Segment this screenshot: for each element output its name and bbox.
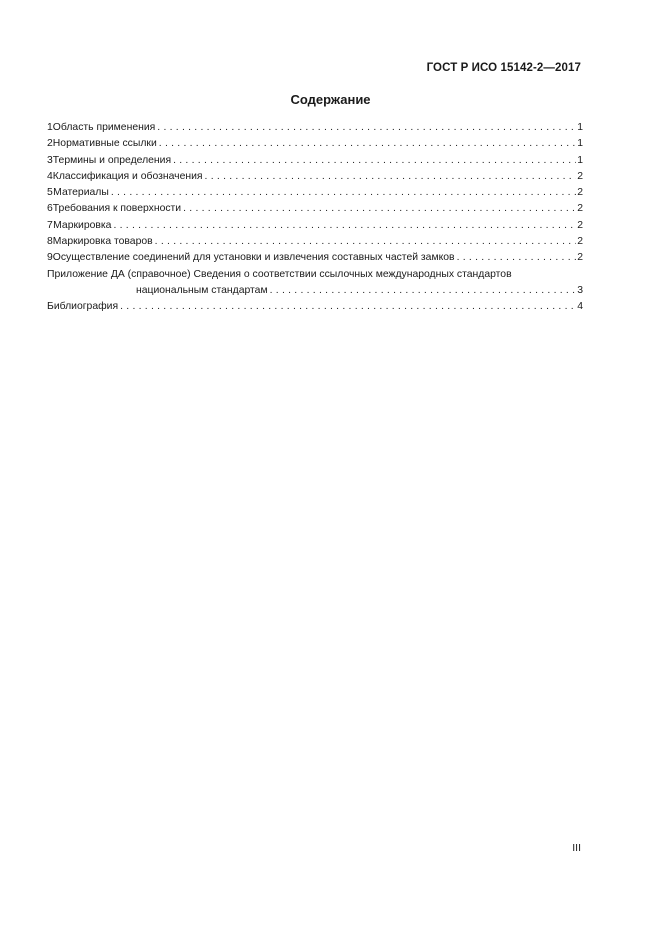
toc-entry-number: 1 <box>47 122 53 133</box>
page-number: III <box>572 842 581 854</box>
table-of-contents <box>47 120 583 316</box>
toc-dot-leader <box>120 299 576 315</box>
toc-entry-page: 2 <box>577 219 583 231</box>
toc-entry-title: Маркировка товаров <box>52 236 153 248</box>
toc-entry-number: 6 <box>47 203 53 215</box>
toc-entry[interactable] <box>47 169 583 185</box>
toc-bibliography-entry[interactable] <box>47 299 583 315</box>
toc-entry-title: Область применения <box>52 122 156 133</box>
toc-dot-leader <box>270 283 577 299</box>
toc-dot-leader <box>157 120 576 136</box>
toc-entry-number: 7 <box>47 219 53 231</box>
toc-entry[interactable] <box>47 185 583 201</box>
toc-entry-page: 2 <box>577 187 583 199</box>
toc-entry-page: 2 <box>577 252 583 264</box>
toc-entry[interactable] <box>47 234 583 250</box>
toc-entry-page: 2 <box>577 170 583 182</box>
toc-entry[interactable] <box>47 218 583 234</box>
toc-annex-title-line2: национальным стандартам <box>136 284 268 296</box>
toc-dot-leader <box>159 136 576 152</box>
toc-entry-page: 1 <box>577 138 583 150</box>
toc-entry[interactable] <box>47 153 583 169</box>
toc-entry-number: 8 <box>47 236 53 248</box>
toc-entry-number: 3 <box>47 154 53 166</box>
toc-dot-leader <box>205 169 577 185</box>
toc-annex-title-line1: Приложение ДА (справочное) Сведения о соответствии ссылочных международных стандартов <box>47 268 512 280</box>
toc-entry-page: 2 <box>577 203 583 215</box>
toc-entry-title: Материалы <box>53 187 109 199</box>
toc-dot-leader <box>155 234 577 250</box>
toc-entry-title: Термины и определения <box>52 154 172 166</box>
toc-entry-title: Маркировка <box>53 219 112 231</box>
toc-entry[interactable] <box>47 136 583 152</box>
toc-entry[interactable] <box>47 120 583 136</box>
toc-entry-title: Нормативные ссылки <box>52 138 157 150</box>
toc-dot-leader <box>183 201 576 217</box>
toc-entry-page: 2 <box>577 236 583 248</box>
toc-entry-title: Требования к поверхности <box>52 203 182 215</box>
toc-annex-page: 3 <box>577 284 583 296</box>
toc-entry[interactable] <box>47 201 583 217</box>
toc-bibliography-page: 4 <box>577 301 583 313</box>
toc-entry-page: 1 <box>577 154 583 166</box>
toc-bibliography-title: Библиография <box>47 301 119 313</box>
toc-entry-number: 9 <box>47 252 53 264</box>
toc-dot-leader <box>173 153 576 169</box>
toc-dot-leader <box>111 185 576 201</box>
toc-entry-page: 1 <box>577 122 583 133</box>
toc-entry[interactable] <box>47 250 583 266</box>
toc-entry-title: Осуществление соединений для установки и извлечения составных частей замков <box>52 252 455 264</box>
toc-title: Содержание <box>290 92 371 107</box>
toc-annex-entry[interactable] <box>47 267 583 300</box>
toc-dot-leader <box>113 218 576 234</box>
toc-entry-number: 4 <box>47 170 53 182</box>
toc-dot-leader <box>457 250 577 266</box>
toc-entry-number: 5 <box>47 187 53 199</box>
toc-entry-number: 2 <box>47 138 53 150</box>
toc-entry-title: Классификация и обозначения <box>52 170 203 182</box>
document-code: ГОСТ Р ИСО 15142-2—2017 <box>426 62 581 74</box>
toc-annex-continuation <box>47 283 583 299</box>
